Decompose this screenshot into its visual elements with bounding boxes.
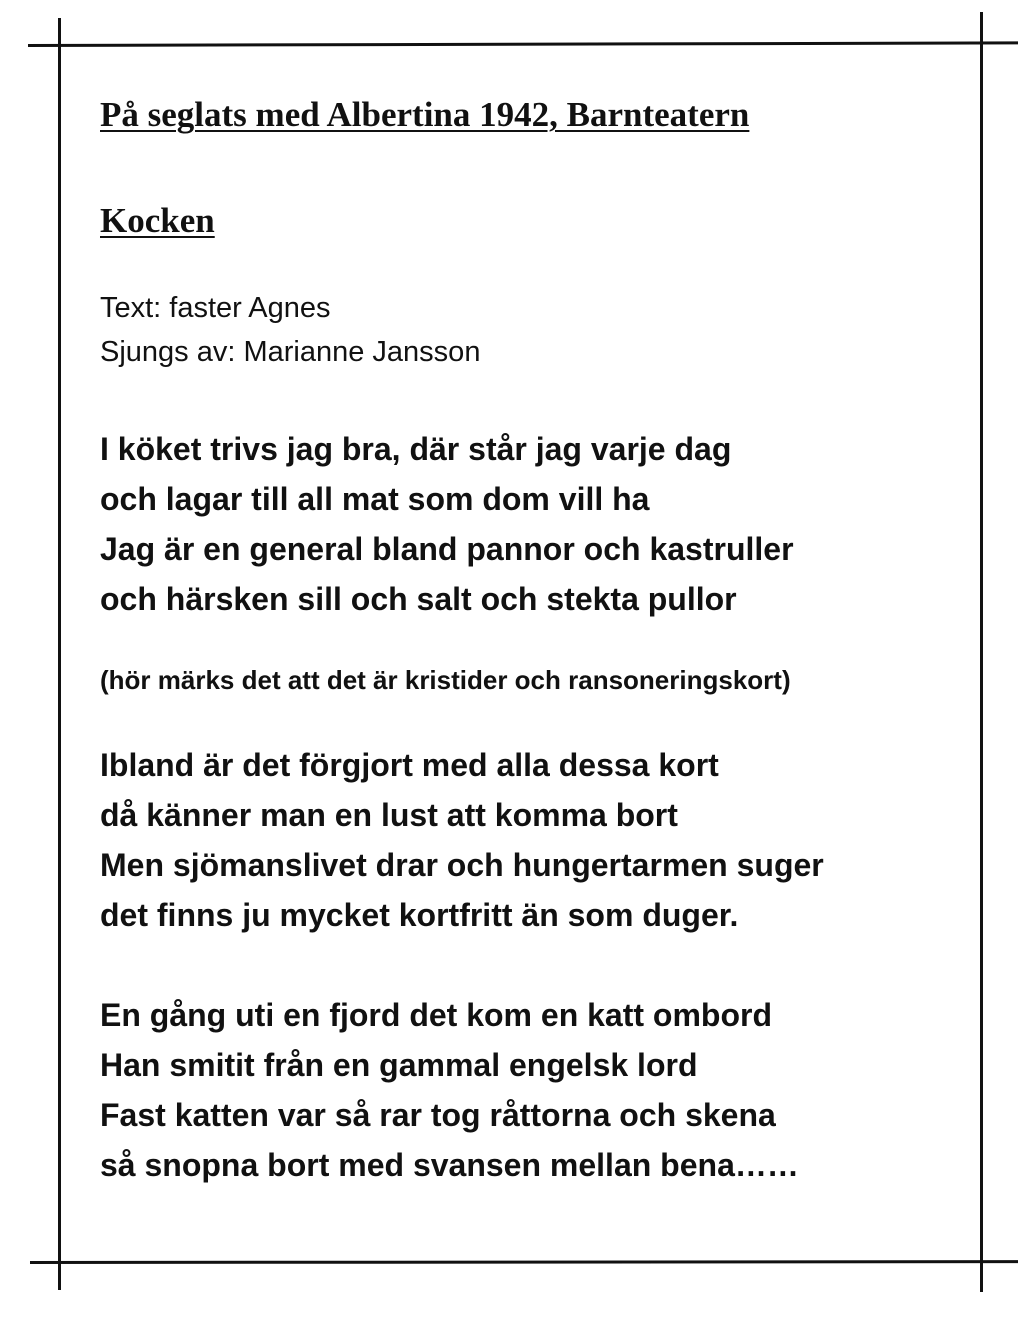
verse-line: och lagar till all mat som dom vill ha	[100, 481, 650, 517]
document-title: På seglats med Albertina 1942, Barnteatern	[100, 95, 750, 134]
credit-singer: Sjungs av: Marianne Jansson	[100, 336, 481, 368]
frame-left-line	[58, 18, 61, 1290]
verse-line: I köket trivs jag bra, där står jag varje dag	[100, 431, 732, 467]
verse-line: Jag är en general bland pannor och kastruller	[100, 531, 794, 567]
verse-line: Men sjömanslivet drar och hungertarmen suger	[100, 847, 824, 883]
credits	[100, 286, 960, 374]
frame-top-line	[28, 41, 1018, 47]
song-title: Kocken	[100, 201, 215, 240]
frame-bottom-line	[30, 1260, 1018, 1264]
verse-line: Ibland är det förgjort med alla dessa kort	[100, 747, 719, 783]
frame-right-line	[980, 12, 983, 1292]
stanza-1	[100, 424, 960, 624]
verse-line: En gång uti en fjord det kom en katt ombord	[100, 997, 773, 1033]
verse-line: och härsken sill och salt och stekta pullor	[100, 581, 737, 617]
verse-line: så snopna bort med svansen mellan bena……	[100, 1147, 799, 1183]
stanza-2	[100, 740, 960, 940]
verse-line: då känner man en lust att komma bort	[100, 797, 678, 833]
document-body	[100, 92, 960, 1190]
stage-note: (hör märks det att det är kristider och ransoneringskort)	[100, 665, 791, 695]
verse-line: Han smitit från en gammal engelsk lord	[100, 1047, 698, 1083]
credit-text-author: Text: faster Agnes	[100, 292, 331, 324]
verse-line: Fast katten var så rar tog råttorna och skena	[100, 1097, 776, 1133]
verse-line: det finns ju mycket kortfritt än som duger.	[100, 897, 739, 933]
stanza-3	[100, 990, 960, 1190]
